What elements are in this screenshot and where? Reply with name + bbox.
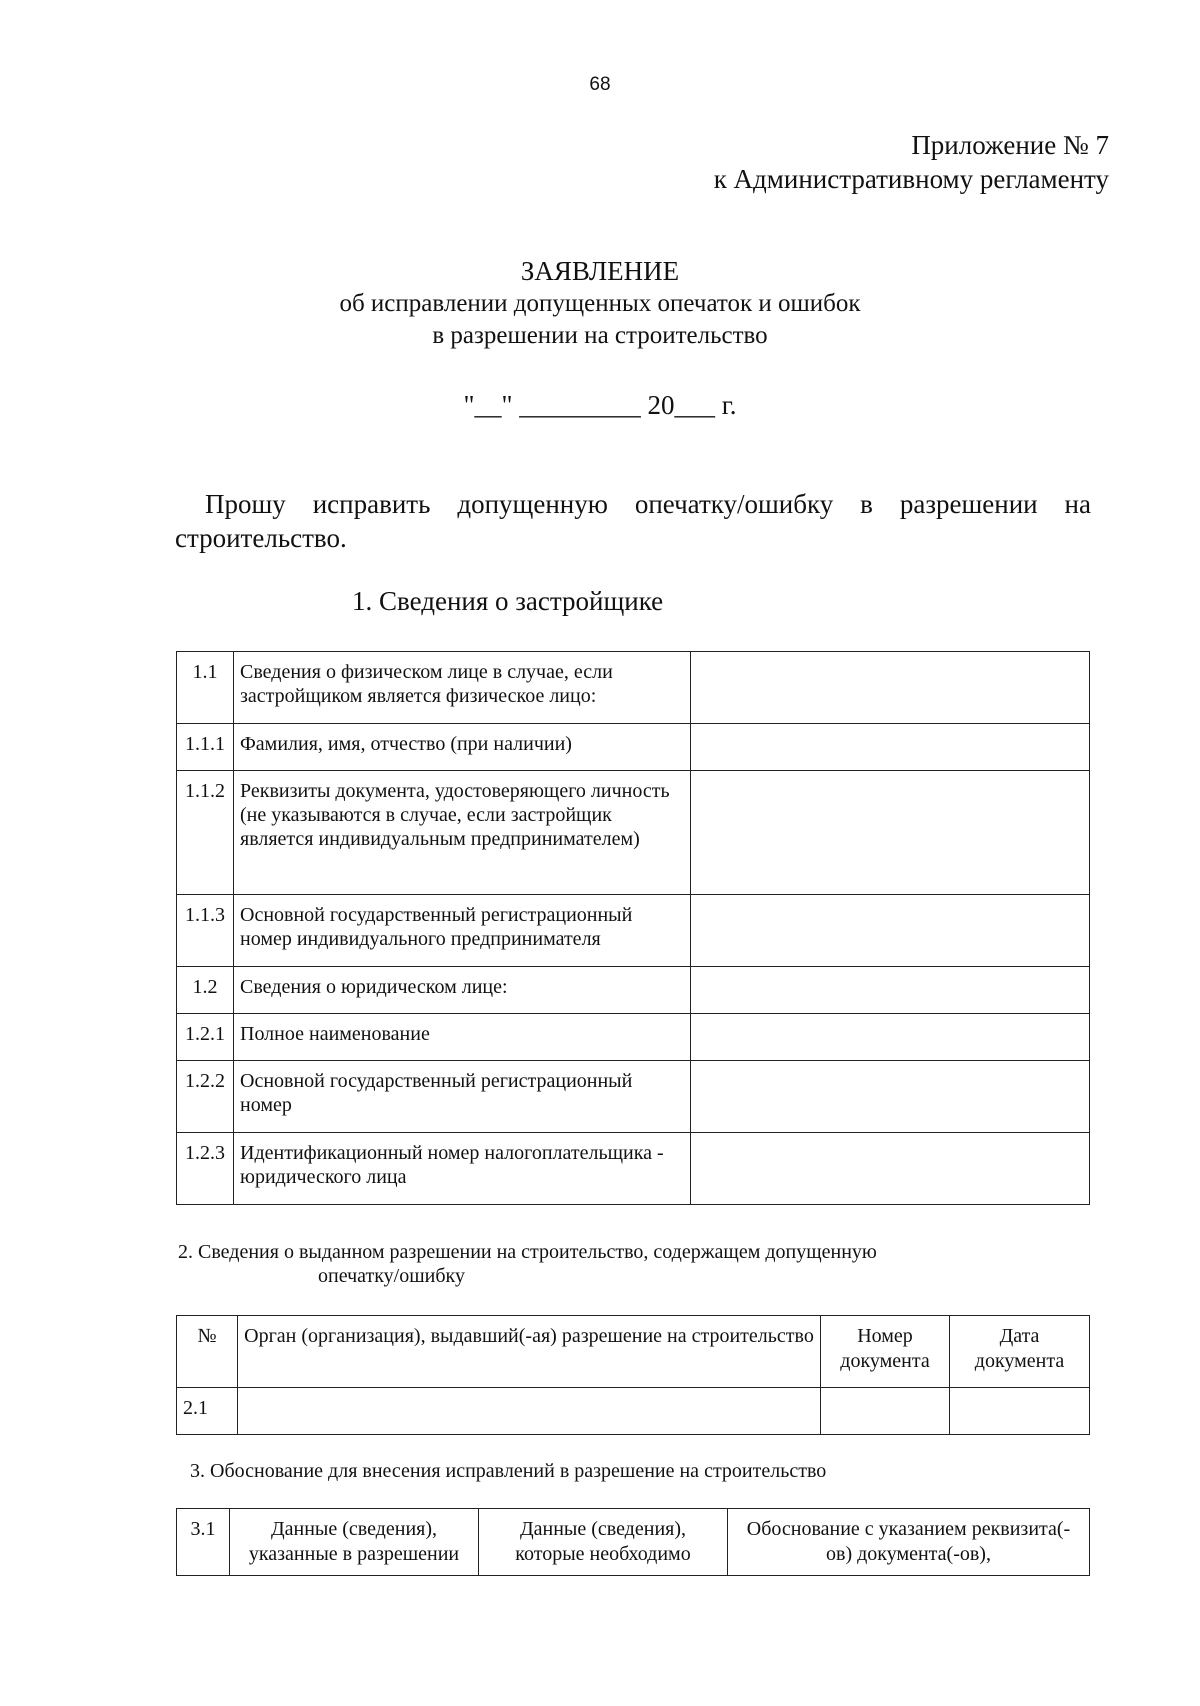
doc-number-field[interactable] bbox=[821, 1388, 950, 1435]
row-number: 1.1 bbox=[177, 652, 234, 724]
request-line-2: строительство. bbox=[175, 523, 347, 553]
section-3-title: 3. Обоснование для внесения исправлений в разрешение на строительство bbox=[190, 1460, 827, 1482]
appendix-line-1: Приложение № 7 bbox=[911, 130, 1109, 160]
row-label: Сведения о юридическом лице: bbox=[234, 967, 691, 1014]
row-value-field[interactable] bbox=[691, 724, 1090, 771]
row-label: Основной государственный регистрационный номер bbox=[234, 1061, 691, 1133]
table-row bbox=[177, 1509, 1090, 1576]
row-label: Фамилия, имя, отчество (при наличии) bbox=[234, 724, 691, 771]
header-number: № bbox=[177, 1316, 238, 1388]
row-value-field[interactable] bbox=[691, 1133, 1090, 1205]
permit-info-table bbox=[176, 1315, 1090, 1435]
section-2-title-line-1: 2. Сведения о выданном разрешении на строительство, содержащем допущенную bbox=[178, 1241, 877, 1263]
correction-basis-table bbox=[176, 1508, 1090, 1576]
row-number: 2.1 bbox=[177, 1388, 238, 1435]
request-paragraph bbox=[175, 487, 1091, 555]
row-number: 1.2.3 bbox=[177, 1133, 234, 1205]
table-row bbox=[177, 652, 1090, 724]
document-heading bbox=[0, 254, 1200, 352]
row-value-field[interactable] bbox=[691, 1061, 1090, 1133]
appendix-note bbox=[714, 128, 1109, 196]
table-row bbox=[177, 1133, 1090, 1205]
section-2-title bbox=[178, 1240, 1008, 1288]
table-row bbox=[177, 724, 1090, 771]
row-label: Сведения о физическом лице в случае, если застройщиком является физическое лицо: bbox=[234, 652, 691, 724]
row-value-field[interactable] bbox=[691, 895, 1090, 967]
request-line-1: Прошу исправить допущенную опечатку/ошибку в разрешении на bbox=[205, 489, 1091, 519]
table-row bbox=[177, 1061, 1090, 1133]
row-number: 3.1 bbox=[177, 1509, 230, 1576]
appendix-line-2: к Административному регламенту bbox=[713, 164, 1109, 194]
row-number: 1.2.1 bbox=[177, 1014, 234, 1061]
developer-info-table bbox=[176, 651, 1090, 1205]
row-label: Полное наименование bbox=[234, 1014, 691, 1061]
document-subtitle-line-2: в разрешении на строительство bbox=[432, 322, 768, 349]
column-stated-data: Данные (сведения), указанные в разрешении bbox=[230, 1509, 479, 1576]
row-label: Идентификационный номер налогоплательщика - юридического лица bbox=[234, 1133, 691, 1205]
header-doc-date: Дата документа bbox=[950, 1316, 1090, 1388]
row-value-field[interactable] bbox=[691, 771, 1090, 895]
row-number: 1.1.1 bbox=[177, 724, 234, 771]
row-number: 1.1.3 bbox=[177, 895, 234, 967]
date-line: "__" _________ 20___ г. bbox=[463, 390, 737, 420]
column-required-data: Данные (сведения), которые необходимо bbox=[479, 1509, 728, 1576]
header-organ: Орган (организация), выдавший(-ая) разрешение на строительство bbox=[238, 1316, 821, 1388]
page-number: 68 bbox=[589, 74, 611, 95]
table-header-row bbox=[177, 1316, 1090, 1388]
row-label: Реквизиты документа, удостоверяющего личность (не указываются в случае, если застройщик является индивидуальным предпринимателем) bbox=[234, 771, 691, 895]
row-number: 1.2.2 bbox=[177, 1061, 234, 1133]
document-subtitle-line-1: об исправлении допущенных опечаток и ошибок bbox=[339, 290, 861, 317]
row-value-field[interactable] bbox=[691, 1014, 1090, 1061]
column-justification: Обоснование с указанием реквизита(-ов) документа(-ов), bbox=[728, 1509, 1090, 1576]
table-row bbox=[177, 771, 1090, 895]
row-number: 1.2 bbox=[177, 967, 234, 1014]
doc-date-field[interactable] bbox=[950, 1388, 1090, 1435]
row-number: 1.1.2 bbox=[177, 771, 234, 895]
section-1-title: 1. Сведения о застройщике bbox=[352, 586, 664, 616]
row-value-field[interactable] bbox=[691, 652, 1090, 724]
row-value-field[interactable] bbox=[691, 967, 1090, 1014]
table-row bbox=[177, 1388, 1090, 1435]
table-row bbox=[177, 1014, 1090, 1061]
row-label: Основной государственный регистрационный номер индивидуального предпринимателя bbox=[234, 895, 691, 967]
organ-field[interactable] bbox=[238, 1388, 821, 1435]
header-doc-number: Номер документа bbox=[821, 1316, 950, 1388]
table-row bbox=[177, 895, 1090, 967]
table-row bbox=[177, 967, 1090, 1014]
section-2-title-line-2: опечатку/ошибку bbox=[318, 1265, 465, 1287]
document-title: ЗАЯВЛЕНИЕ bbox=[520, 256, 680, 286]
